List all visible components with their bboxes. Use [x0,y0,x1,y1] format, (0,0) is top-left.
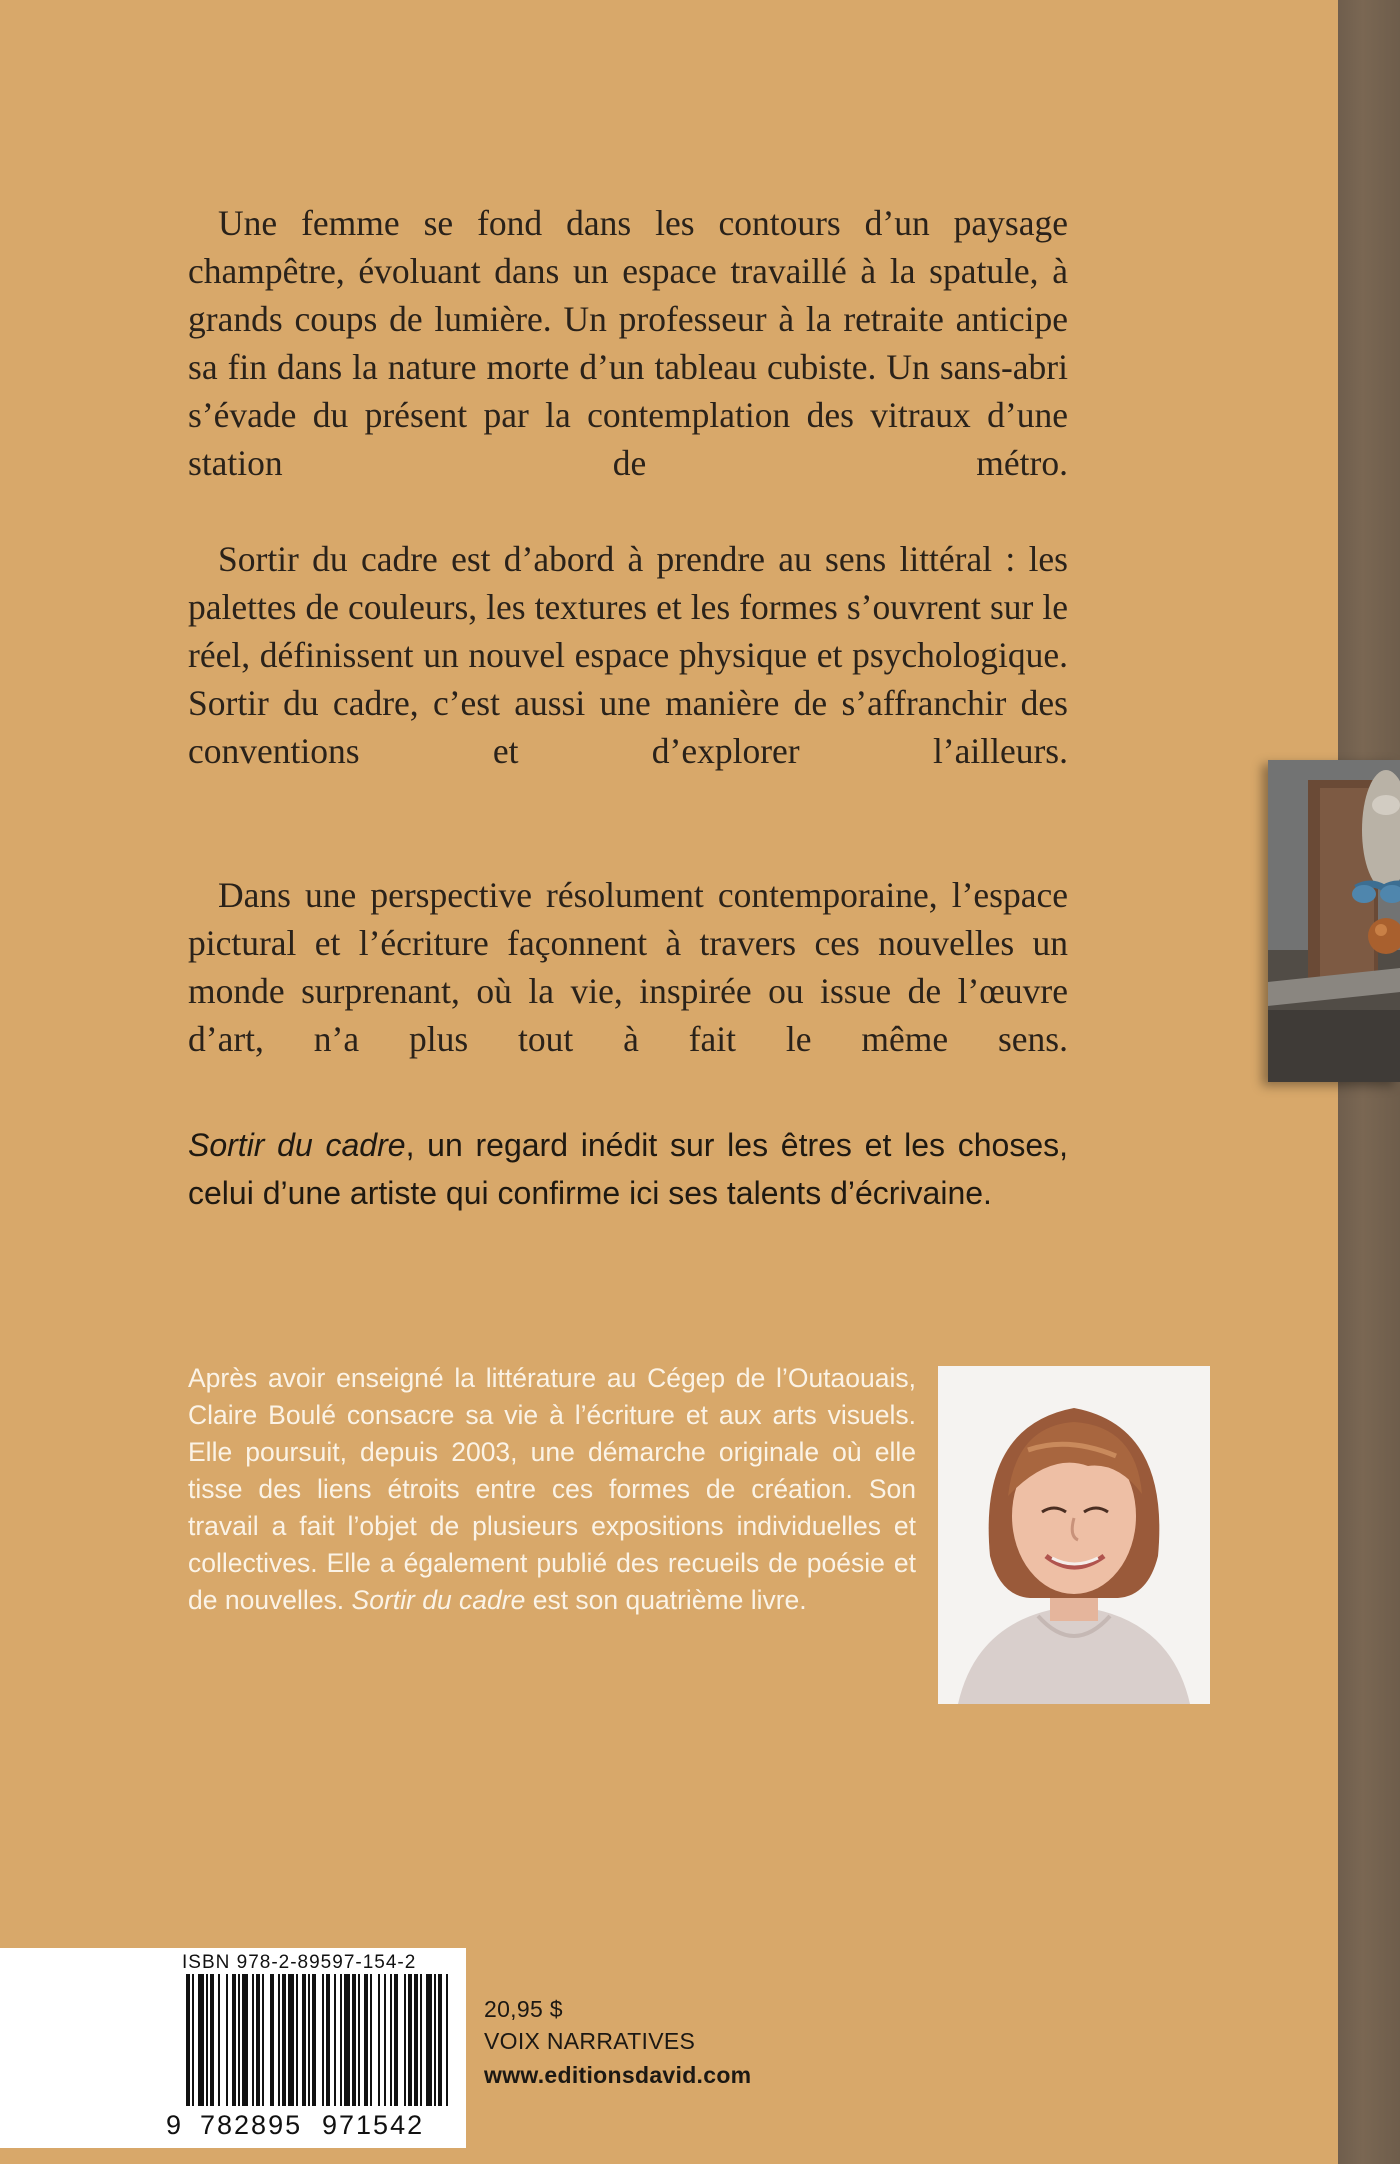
blurb-paragraph-1-text: Une femme se fond dans les contours d’un paysage champêtre, évoluant dans un espace travaillé à la spatule, à grands coups de lumière. Un professeur à la retraite anticipe sa fin dans la nature morte d’un tableau cubiste. Un sans-abri s’évade du présent par la contemplation des vitraux d’une station de métro. [188,203,1068,483]
book-spine [1338,0,1400,2164]
price: 20,95 $ [484,1996,563,2022]
blurb-paragraph-1 [188,199,1068,535]
publisher-website[interactable]: www.editionsdavid.com [484,2062,752,2088]
blurb-paragraph-2 [188,535,1068,823]
author-bio-text: Après avoir enseigné la littérature au Cégep de l’Outaouais, Claire Boulé consacre sa vie à l’écriture et aux arts visuels. Elle poursuit, depuis 2003, une démarche originale où elle tisse des liens étroits entre ces formes de création. Son travail a fait l’objet de plusieurs expositions individuelles et collectives. Elle a également publié des recueils de poésie et de nouvelles. [188,1363,916,1615]
blurb-paragraph-2-text: Sortir du cadre est d’abord à prendre au sens littéral : les palettes de couleurs, les textures et les formes s’ouvrent sur le réel, définissent un nouvel espace physique et psychologique. Sortir du cadre, c’est aussi une manière de s’affranchir des conventions et d’explorer l’ailleurs. [188,539,1068,771]
tagline [188,1121,1068,1217]
blurb-paragraph-3-text: Dans une perspective résolument contemporaine, l’espace pictural et l’écriture façonnent à travers ces nouvelles un monde surprenant, où la vie, inspirée ou issue de l’œuvre d’art, n’a plus tout à fait le même sens. [188,875,1068,1059]
tagline-text: , un regard inédit sur les êtres et les choses, celui d’une artiste qui confirme ici ses talents d’écrivaine. [188,1127,1069,1211]
author-bio-book-title: Sortir du cadre [351,1585,526,1615]
barcode-digits-group-2: 971542 [322,2110,425,2140]
spine-painting-image [1268,760,1400,1082]
author-bio [188,1360,916,1619]
collection-name: VOIX NARRATIVES [484,2028,696,2054]
blurb-paragraph-3 [188,871,1068,1111]
author-bio-ending: est son quatrième livre. [525,1585,807,1615]
barcode-digit-lead: 9 [166,2110,182,2140]
tagline-book-title: Sortir du cadre [188,1127,406,1163]
author-portrait [938,1366,1210,1704]
still-life-painting-icon [1268,760,1400,1082]
barcode-digits-group-1: 782895 [200,2110,303,2140]
author-portrait-icon [938,1366,1210,1704]
isbn-label: ISBN 978-2-89597-154-2 [182,1952,417,1973]
